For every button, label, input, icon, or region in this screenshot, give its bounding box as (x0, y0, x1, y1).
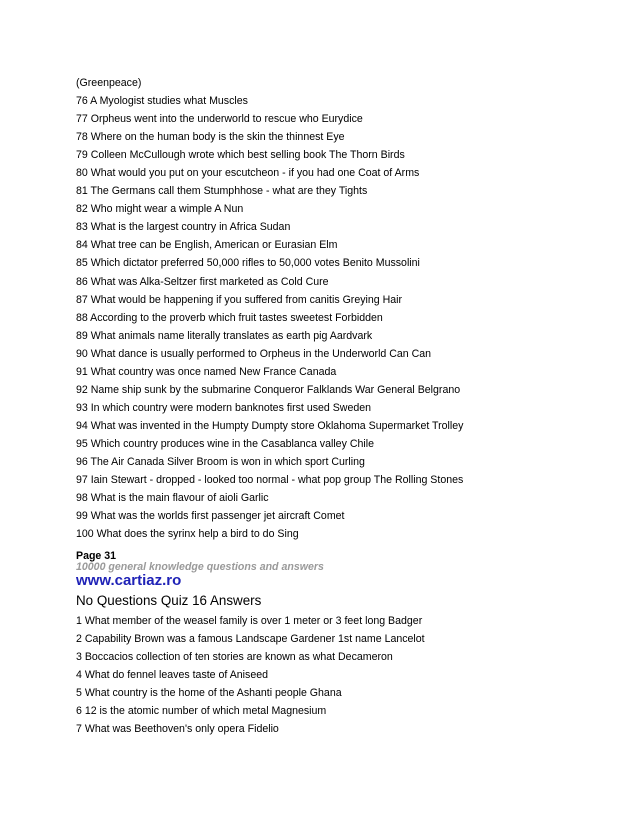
list-item: 94 What was invented in the Humpty Dumpty store Oklahoma Supermarket Trolley (76, 419, 464, 432)
list-item: 88 According to the proverb which fruit tastes sweetest Forbidden (76, 311, 383, 324)
list-item: 100 What does the syrinx help a bird to do Sing (76, 528, 299, 541)
list-item: 96 The Air Canada Silver Broom is won in which sport Curling (76, 455, 365, 468)
list-item: 80 What would you put on your escutcheon - if you had one Coat of Arms (76, 167, 420, 180)
list-item: 4 What do fennel leaves taste of Aniseed (76, 669, 268, 682)
document-subtitle: 10000 general knowledge questions and answers (76, 561, 324, 573)
list-item: 95 Which country produces wine in the Casablanca valley Chile (76, 437, 374, 450)
list-item: 91 What country was once named New France Canada (76, 365, 337, 378)
answers-list-top (76, 77, 616, 546)
list-item: 3 Boccacios collection of ten stories are known as what Decameron (76, 651, 393, 664)
list-item: 76 A Myologist studies what Muscles (76, 95, 248, 108)
answers-list-bottom (76, 615, 616, 741)
list-item: 89 What animals name literally translates as earth pig Aardvark (76, 329, 373, 342)
list-item: 84 What tree can be English, American or Eurasian Elm (76, 239, 338, 252)
list-item: 5 What country is the home of the Ashanti people Ghana (76, 687, 342, 700)
list-item: 82 Who might wear a wimple A Nun (76, 203, 244, 216)
section-title: No Questions Quiz 16 Answers (76, 593, 262, 608)
list-item: 86 What was Alka-Seltzer first marketed as Cold Cure (76, 275, 329, 288)
list-item: 97 Iain Stewart - dropped - looked too normal - what pop group The Rolling Stones (76, 474, 464, 487)
list-item: 83 What is the largest country in Africa Sudan (76, 221, 291, 234)
list-item: 1 What member of the weasel family is over 1 meter or 3 feet long Badger (76, 615, 423, 627)
site-link[interactable]: www.cartiaz.ro (76, 572, 182, 589)
list-item: 2 Capability Brown was a famous Landscape Gardener 1st name Lancelot (76, 633, 425, 646)
list-item: 6 12 is the atomic number of which metal Magnesium (76, 705, 327, 718)
list-item: (Greenpeace) (76, 77, 142, 89)
list-item: 77 Orpheus went into the underworld to rescue who Eurydice (76, 113, 363, 126)
list-item: 92 Name ship sunk by the submarine Conqueror Falklands War General Belgrano (76, 383, 461, 396)
list-item: 93 In which country were modern banknotes first used Sweden (76, 401, 372, 414)
list-item: 79 Colleen McCullough wrote which best selling book The Thorn Birds (76, 149, 405, 162)
list-item: 7 What was Beethoven's only opera Fidelio (76, 723, 279, 736)
list-item: 99 What was the worlds first passenger jet aircraft Comet (76, 510, 345, 523)
list-item: 85 Which dictator preferred 50,000 rifles to 50,000 votes Benito Mussolini (76, 257, 420, 270)
list-item: 90 What dance is usually performed to Orpheus in the Underworld Can Can (76, 347, 432, 360)
list-item: 87 What would be happening if you suffered from canitis Greying Hair (76, 293, 403, 306)
list-item: 98 What is the main flavour of aioli Garlic (76, 492, 269, 505)
page-number: Page 31 (76, 550, 117, 562)
list-item: 78 Where on the human body is the skin the thinnest Eye (76, 131, 345, 144)
list-item: 81 The Germans call them Stumphhose - what are they Tights (76, 185, 368, 198)
